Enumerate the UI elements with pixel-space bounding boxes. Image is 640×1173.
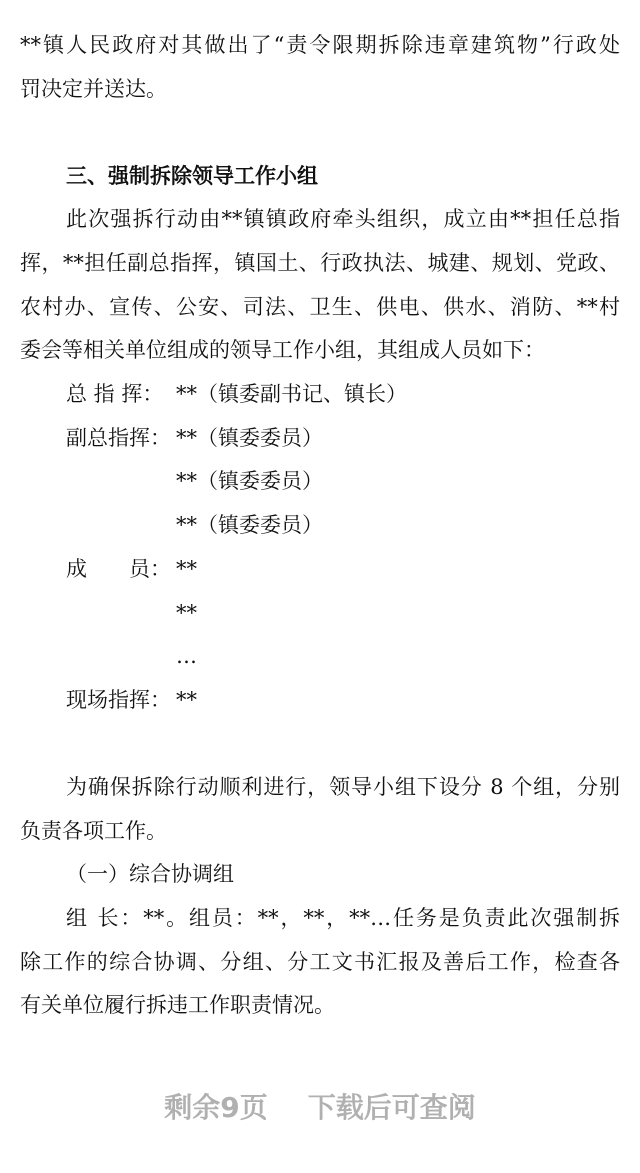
paragraph-line: 为确保拆除行动顺利进行，领导小组下设分 8 个组，分别 <box>66 775 620 799</box>
paragraph-line: 组 长：**。组员：**，**，**…任务是负责此次强制拆 <box>66 906 620 930</box>
role-label-site: 现场指挥： <box>66 688 171 712</box>
paragraph-line: 挥，**担任副总指挥，镇国土、行政执法、城建、规划、党政、 <box>20 251 620 275</box>
paragraph-line: 除工作的综合协调、分组、分工文书汇报及善后工作，检查各 <box>20 950 620 974</box>
role-value-member: ** <box>176 601 197 625</box>
paragraph-line: 农村办、宣传、公安、司法、卫生、供电、供水、消防、**村 <box>20 295 620 319</box>
role-value-deputy: **（镇委委员） <box>176 513 323 537</box>
subsection-heading: （一）综合协调组 <box>66 862 234 886</box>
paragraph-line: 此次强拆行动由**镇镇政府牵头组织，成立由**担任总指 <box>66 207 620 231</box>
role-label-members: 成 员： <box>66 557 171 581</box>
paragraph-line: 罚决定并送达。 <box>20 77 167 101</box>
role-value-deputy: **（镇委委员） <box>176 426 323 450</box>
role-value-member: ** <box>176 557 197 581</box>
paragraph-line: **镇人民政府对其做出了“责令限期拆除违章建筑物”行政处 <box>20 33 620 57</box>
role-label-chief: 总 指 挥： <box>66 382 164 406</box>
role-value-site: ** <box>176 688 197 712</box>
section-heading: 三、强制拆除领导工作小组 <box>66 163 318 188</box>
paragraph-line: 委会等相关单位组成的领导工作小组，其组成人员如下： <box>20 338 545 362</box>
paragraph-line: 负责各项工作。 <box>20 819 167 843</box>
download-prompt[interactable] <box>0 1088 640 1128</box>
role-value-member: … <box>176 644 197 668</box>
role-value-chief: **（镇委副书记、镇长） <box>176 382 407 406</box>
role-label-deputy: 副总指挥： <box>66 426 171 450</box>
role-value-deputy: **（镇委委员） <box>176 469 323 493</box>
remaining-pages-label: 剩余9页 <box>164 1091 268 1124</box>
download-to-view-label: 下载后可查阅 <box>307 1091 476 1124</box>
paragraph-line: 有关单位履行拆违工作职责情况。 <box>20 993 335 1017</box>
